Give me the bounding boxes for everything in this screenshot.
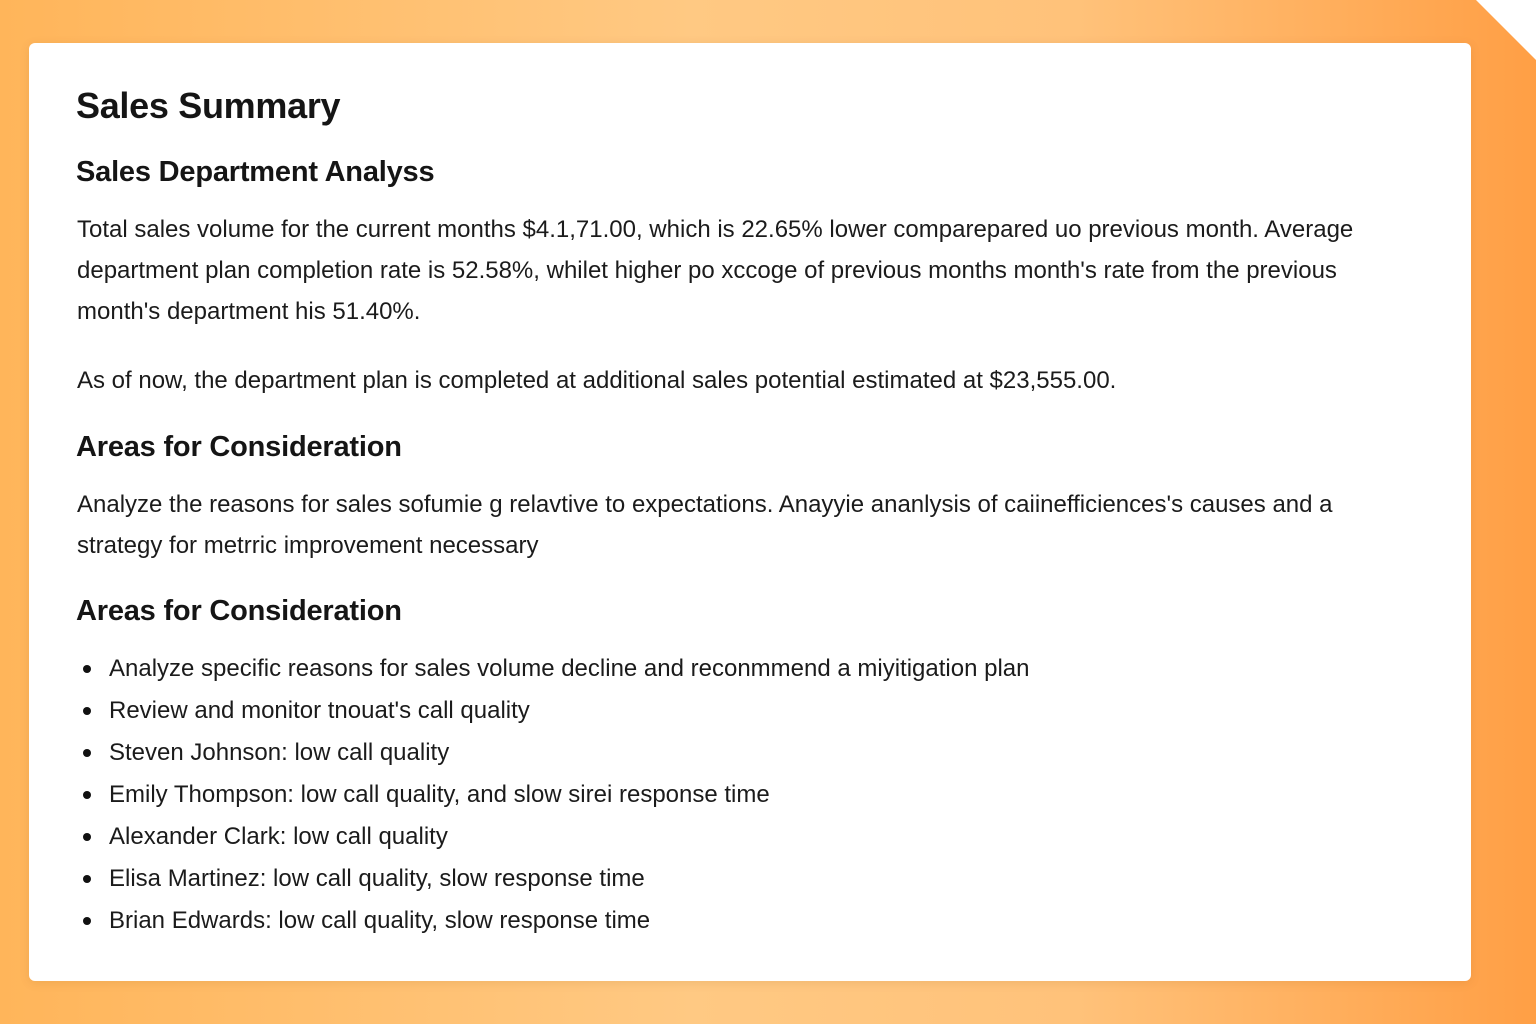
list-item-text: Steven Johnson: low call quality bbox=[109, 739, 450, 766]
bullet-icon bbox=[83, 917, 91, 925]
page-title: Sales Summary bbox=[76, 85, 341, 126]
list-item-text: Analyze specific reasons for sales volume decline and reconmmend a miyitigation plan bbox=[109, 655, 1030, 682]
list-item-text: Emily Thompson: low call quality, and slow sirei response time bbox=[109, 781, 770, 808]
consideration-heading-primary: Areas for Consideration bbox=[76, 431, 402, 463]
list-item-text: Review and monitor tnouat's call quality bbox=[109, 697, 530, 724]
sales-summary-card bbox=[29, 43, 1471, 981]
consideration-heading-secondary: Areas for Consideration bbox=[76, 595, 402, 627]
sales-analysis-heading: Sales Department Analyss bbox=[76, 156, 435, 188]
list-item bbox=[77, 816, 1029, 858]
bullet-icon bbox=[83, 665, 91, 673]
bullet-icon bbox=[83, 875, 91, 883]
list-item bbox=[77, 648, 1029, 690]
list-item bbox=[77, 690, 1029, 732]
consideration-paragraph: Analyze the reasons for sales sofumie g relavtive to expectations. Anayyie ananlysis of caiinefficiences's causes and a strategy for metrric improvement necessary bbox=[77, 491, 1333, 559]
list-item bbox=[77, 732, 1029, 774]
list-item bbox=[77, 900, 1029, 942]
bullet-icon bbox=[83, 749, 91, 757]
bullet-icon bbox=[83, 707, 91, 715]
frame-corner bbox=[1476, 0, 1536, 60]
bullet-icon bbox=[83, 833, 91, 841]
list-item bbox=[77, 774, 1029, 816]
sales-analysis-paragraph: Total sales volume for the current months $4.1,71.00, which is 22.65% lower comparepared uo previous month. Average department plan completion rate is 52.58%, whilet higher po xccoge of previous months month's rate from the previous month's department his 51.40%. bbox=[77, 216, 1354, 325]
list-item-text: Brian Edwards: low call quality, slow response time bbox=[109, 907, 651, 934]
consideration-list bbox=[77, 648, 1029, 942]
list-item bbox=[77, 858, 1029, 900]
bullet-icon bbox=[83, 791, 91, 799]
plan-completion-paragraph: As of now, the department plan is completed at additional sales potential estimated at $23,555.00. bbox=[77, 367, 1117, 394]
list-item-text: Alexander Clark: low call quality bbox=[109, 823, 448, 850]
list-item-text: Elisa Martinez: low call quality, slow response time bbox=[109, 865, 645, 892]
